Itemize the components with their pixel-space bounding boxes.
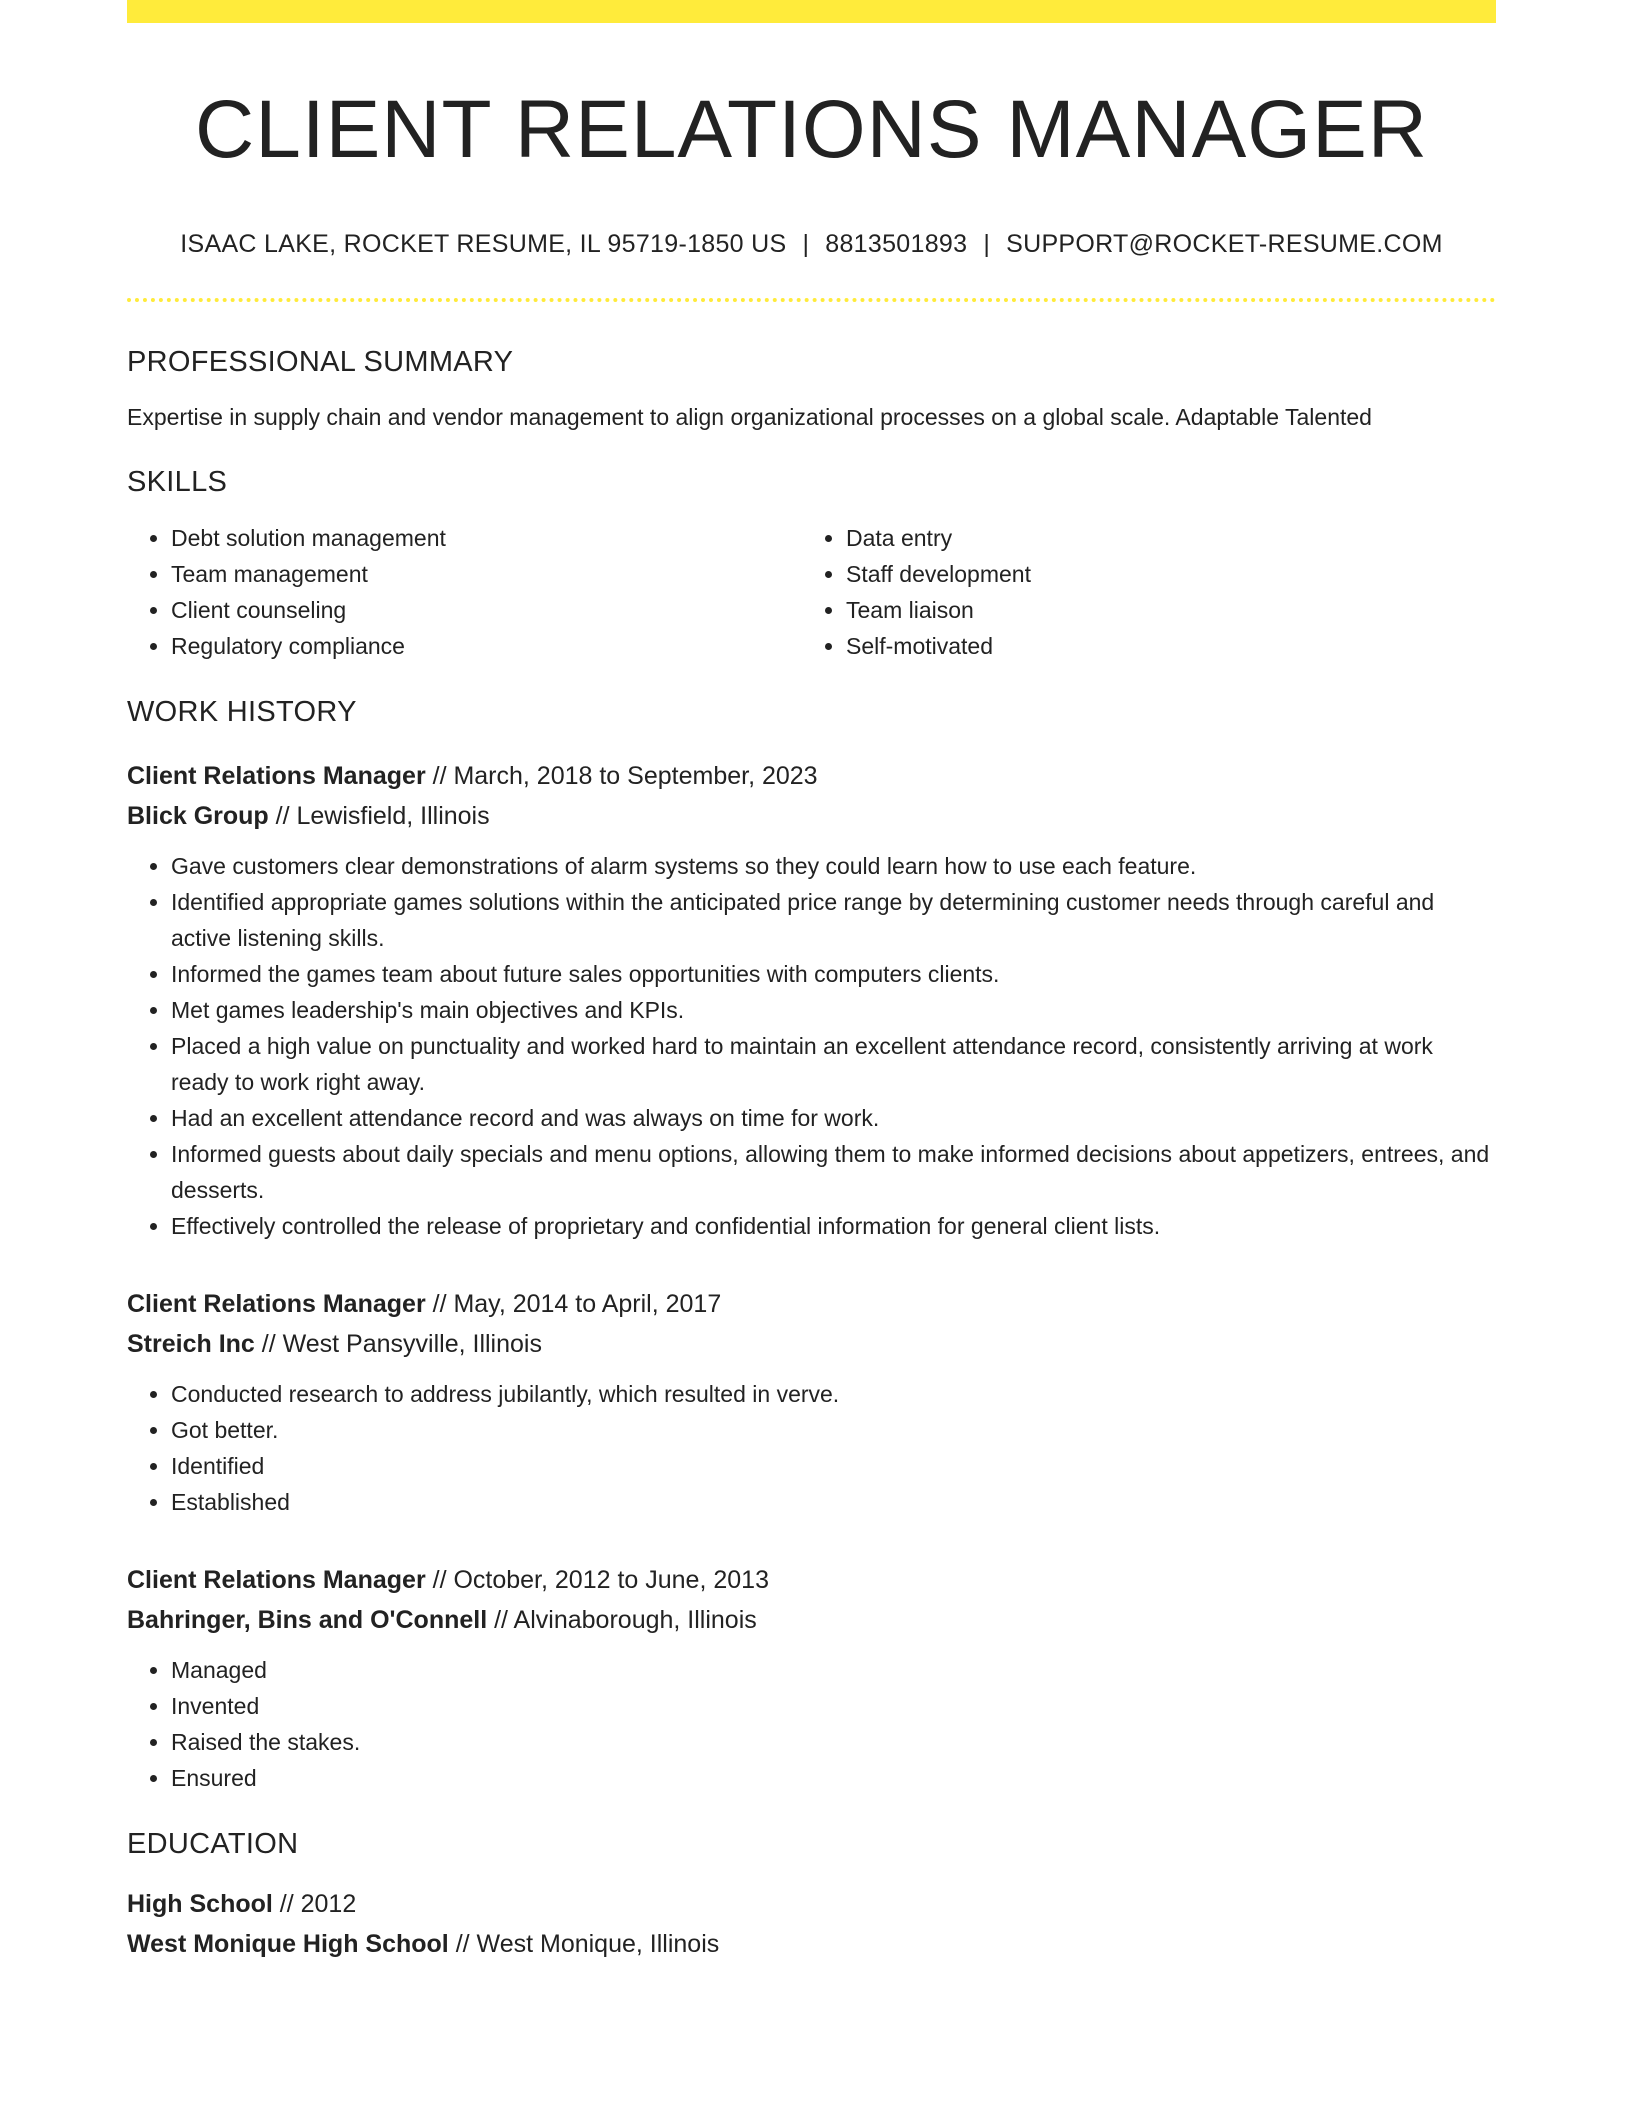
job-bullet: • Conducted research to address jubilantly, which resulted in verve. — [171, 1376, 1496, 1412]
job-dates: // October, 2012 to June, 2013 — [425, 1566, 769, 1594]
skill-item: • Data entry — [846, 520, 1477, 556]
contact-address: ISAAC LAKE, ROCKET RESUME, IL 95719-1850 US — [180, 230, 787, 258]
job-bullets — [127, 1376, 1496, 1520]
education-school: West Monique High School — [127, 1930, 449, 1958]
skills-list-right — [802, 520, 1477, 664]
job-bullets — [127, 848, 1496, 1244]
job-bullet: • Met games leadership's main objectives and KPIs. — [171, 992, 1496, 1028]
job-bullet: • Managed — [171, 1652, 1496, 1688]
job-company-line — [127, 1324, 1496, 1364]
contact-separator: | — [802, 230, 810, 258]
job-company: Blick Group — [127, 802, 269, 830]
dotted-divider — [127, 298, 1496, 302]
page-title: CLIENT RELATIONS MANAGER — [195, 84, 1428, 175]
education-year: // 2012 — [272, 1890, 357, 1918]
job-bullets — [127, 1652, 1496, 1796]
education-degree-line — [127, 1884, 1496, 1924]
education-degree: High School — [127, 1890, 273, 1918]
job-company: Streich Inc — [127, 1330, 255, 1358]
skill-item: • Debt solution management — [171, 520, 802, 556]
skill-item: • Team liaison — [846, 592, 1477, 628]
education-entry — [127, 1884, 1496, 1964]
job-dates: // May, 2014 to April, 2017 — [425, 1290, 722, 1318]
job-bullet: • Effectively controlled the release of proprietary and confidential information for general client lists. — [171, 1208, 1496, 1244]
job-bullet: • Invented — [171, 1688, 1496, 1724]
job-bullet: • Identified appropriate games solutions within the anticipated price range by determining customer needs through careful and active listening skills. — [171, 884, 1496, 956]
job-bullet: • Established — [171, 1484, 1496, 1520]
summary-heading: PROFESSIONAL SUMMARY — [127, 346, 514, 378]
job-location: // Lewisfield, Illinois — [268, 802, 490, 830]
summary-text: Expertise in supply chain and vendor management to align organizational processes on a global scale. Adaptable Talented — [127, 404, 1372, 430]
contact-separator: | — [983, 230, 991, 258]
job-title-line — [127, 1560, 1496, 1600]
job-bullet: • Ensured — [171, 1760, 1496, 1796]
skill-item: • Client counseling — [171, 592, 802, 628]
job-entry — [127, 756, 1496, 1244]
contact-line — [127, 228, 1496, 260]
job-title: Client Relations Manager — [127, 1290, 426, 1318]
skill-item: • Team management — [171, 556, 802, 592]
skill-item: • Regulatory compliance — [171, 628, 802, 664]
job-bullet: • Gave customers clear demonstrations of alarm systems so they could learn how to use each feature. — [171, 848, 1496, 884]
education-location: // West Monique, Illinois — [448, 1930, 720, 1958]
job-entry — [127, 1284, 1496, 1520]
skills-grid — [127, 520, 1496, 664]
job-bullet: • Raised the stakes. — [171, 1724, 1496, 1760]
education-heading: EDUCATION — [127, 1828, 299, 1860]
contact-email: SUPPORT@ROCKET-RESUME.COM — [1006, 230, 1443, 258]
job-company-line — [127, 1600, 1496, 1640]
job-bullet: • Placed a high value on punctuality and worked hard to maintain an excellent attendance record, consistently arriving at work ready to work right away. — [171, 1028, 1496, 1100]
job-entry — [127, 1560, 1496, 1796]
skill-item: • Self-motivated — [846, 628, 1477, 664]
job-title-line — [127, 756, 1496, 796]
job-title-line — [127, 1284, 1496, 1324]
skills-list-left — [127, 520, 802, 664]
job-company-line — [127, 796, 1496, 836]
skill-item: • Staff development — [846, 556, 1477, 592]
job-title: Client Relations Manager — [127, 762, 426, 790]
job-dates: // March, 2018 to September, 2023 — [425, 762, 818, 790]
job-bullet: • Got better. — [171, 1412, 1496, 1448]
job-location: // Alvinaborough, Illinois — [487, 1606, 757, 1634]
job-bullet: • Had an excellent attendance record and was always on time for work. — [171, 1100, 1496, 1136]
job-bullet: • Informed guests about daily specials and menu options, allowing them to make informed decisions about appetizers, entrees, and desserts. — [171, 1136, 1496, 1208]
resume-content — [127, 0, 1496, 1964]
skills-heading: SKILLS — [127, 466, 228, 498]
contact-phone: 8813501893 — [825, 230, 968, 258]
job-company: Bahringer, Bins and O'Connell — [127, 1606, 488, 1634]
work-history-heading: WORK HISTORY — [127, 696, 357, 728]
job-location: // West Pansyville, Illinois — [254, 1330, 542, 1358]
job-title: Client Relations Manager — [127, 1566, 426, 1594]
education-school-line — [127, 1924, 1496, 1964]
job-bullet: • Identified — [171, 1448, 1496, 1484]
job-bullet: • Informed the games team about future sales opportunities with computers clients. — [171, 956, 1496, 992]
